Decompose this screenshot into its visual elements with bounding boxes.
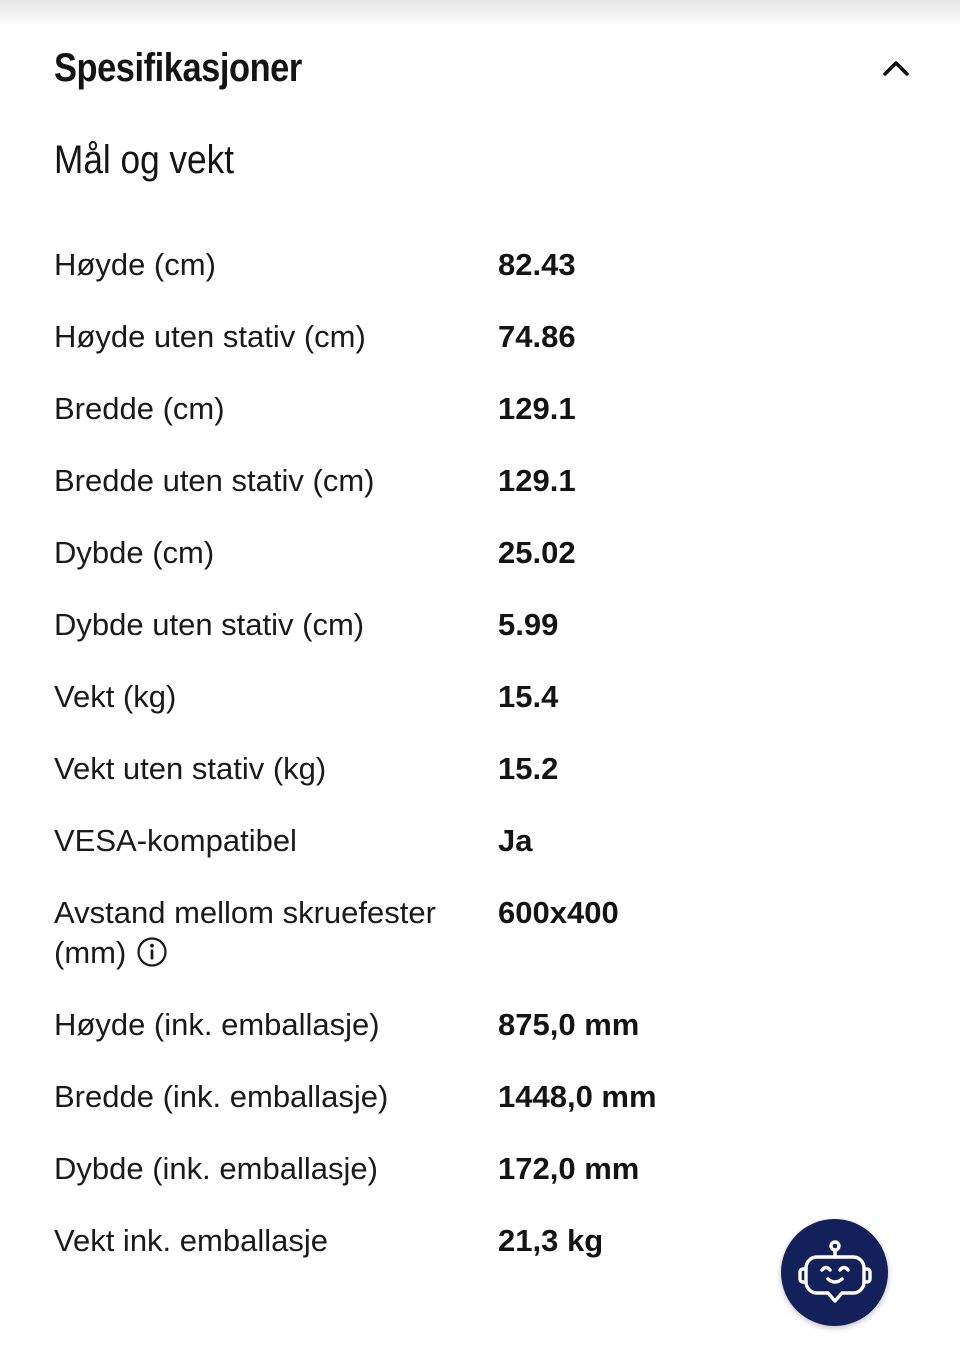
section-title: Mål og vekt — [54, 138, 234, 182]
chat-assistant-button[interactable] — [781, 1219, 888, 1326]
spec-label: Høyde (cm) — [54, 247, 216, 282]
spec-value: 1448,0 mm — [498, 1079, 657, 1114]
spec-list — [54, 229, 914, 1277]
spec-row — [54, 1061, 914, 1133]
spec-value: 25.02 — [498, 535, 576, 570]
spec-value: 129.1 — [498, 463, 576, 498]
chevron-up-icon — [881, 58, 911, 78]
top-shadow — [0, 0, 960, 26]
spec-value: 875,0 mm — [498, 1007, 640, 1042]
spec-label: Vekt ink. emballasje — [54, 1223, 328, 1258]
collapse-toggle-button[interactable] — [874, 46, 918, 90]
spec-value: 15.4 — [498, 679, 559, 714]
spec-label-with-info — [54, 893, 498, 973]
spec-label: Høyde uten stativ (cm) — [54, 319, 366, 354]
spec-label: Vekt uten stativ (kg) — [54, 751, 327, 786]
spec-row — [54, 733, 914, 805]
spec-label: Dybde uten stativ (cm) — [54, 607, 365, 642]
spec-value: 600x400 — [498, 895, 619, 930]
spec-row — [54, 1133, 914, 1205]
spec-row — [54, 805, 914, 877]
spec-row — [54, 445, 914, 517]
spec-value: 172,0 mm — [498, 1151, 640, 1186]
page-title: Spesifikasjoner — [54, 45, 302, 90]
spec-label: Vekt (kg) — [54, 679, 177, 714]
spec-label: Bredde uten stativ (cm) — [54, 463, 375, 498]
spec-value: Ja — [498, 823, 533, 858]
specifications-header[interactable] — [54, 38, 914, 98]
spec-label: Dybde (ink. emballasje) — [54, 1151, 378, 1186]
spec-label-text: Avstand mellom skruefester (mm) — [54, 895, 436, 970]
spec-label: Bredde (cm) — [54, 391, 225, 426]
spec-row — [54, 517, 914, 589]
spec-value: 15.2 — [498, 751, 559, 786]
spec-label: Dybde (cm) — [54, 535, 215, 570]
spec-value: 5.99 — [498, 607, 559, 642]
spec-row — [54, 877, 914, 989]
spec-row — [54, 229, 914, 301]
spec-row — [54, 373, 914, 445]
spec-value: 74.86 — [498, 319, 576, 354]
info-icon[interactable] — [136, 936, 168, 968]
spec-value: 21,3 kg — [498, 1223, 604, 1258]
spec-label: Bredde (ink. emballasje) — [54, 1079, 389, 1114]
spec-row — [54, 589, 914, 661]
spec-row — [54, 661, 914, 733]
chatbot-icon — [795, 1233, 875, 1313]
spec-label: VESA-kompatibel — [54, 823, 297, 858]
spec-label: Høyde (ink. emballasje) — [54, 1007, 380, 1042]
spec-row — [54, 989, 914, 1061]
spec-value: 129.1 — [498, 391, 576, 426]
spec-value: 82.43 — [498, 247, 576, 282]
spec-row — [54, 301, 914, 373]
